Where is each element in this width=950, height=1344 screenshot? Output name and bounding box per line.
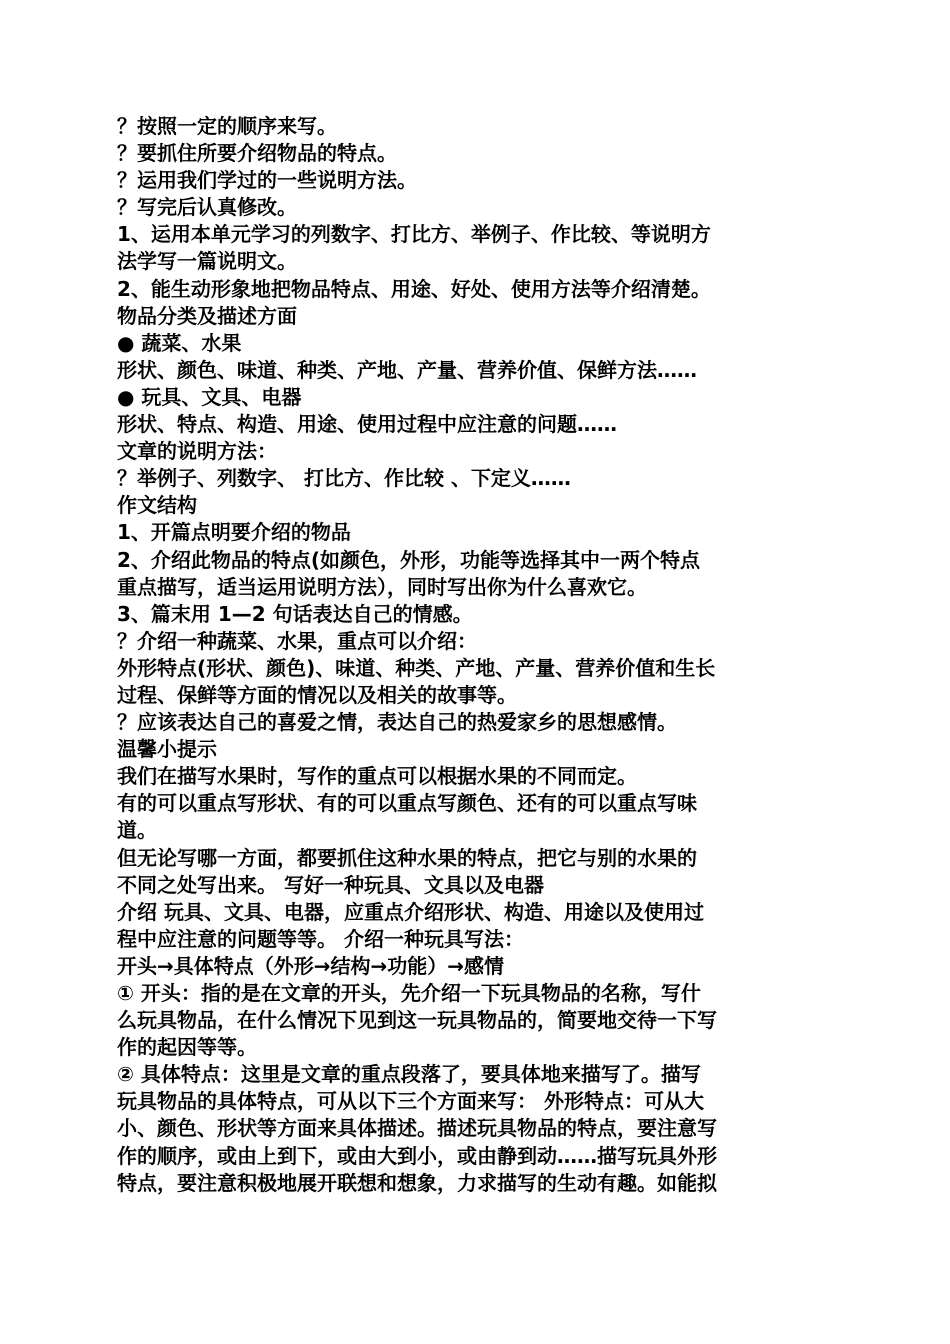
bullet-heading: ● 玩具、文具、电器 (117, 384, 302, 409)
text-line: 不同之处写出来。 写好一种玩具、文具以及电器 (117, 872, 544, 897)
text-line: ？按照一定的顺序来写。 (117, 114, 337, 138)
text-line: 2、介绍此物品的特点(如颜色，外形，功能等选择其中一两个特点 (117, 547, 701, 572)
text-line: 么玩具物品，在什么情况下见到这一玩具物品的，简要地交待一下写 (117, 1008, 717, 1033)
text-line: 1、运用本单元学习的列数字、打比方、举例子、作比较、等说明方 (117, 222, 711, 247)
text-line: 形状、颜色、味道、种类、产地、产量、营养价值、保鲜方法…… (117, 357, 697, 382)
section-heading: 物品分类及描述方面 (117, 303, 297, 328)
text-line: 作的顺序，或由上到下，或由大到小，或由静到动……描写玩具外形 (117, 1143, 717, 1168)
text-line: 3、篇末用 1—2 句话表达自己的情感。 (117, 601, 473, 626)
text-line: ？写完后认真修改。 (117, 195, 297, 220)
text-line: 1、开篇点明要介绍的物品 (117, 520, 351, 545)
text-line: 有的可以重点写形状、有的可以重点写颜色、还有的可以重点写味 (117, 791, 697, 816)
document-page (117, 113, 837, 1197)
section-heading: 文章的说明方法： (117, 439, 277, 464)
text-line: 作的起因等等。 (117, 1035, 257, 1060)
text-line: ？运用我们学过的一些说明方法。 (117, 168, 417, 193)
text-line: ① 开头：指的是在文章的开头，先介绍一下玩具物品的名称，写什 (117, 981, 701, 1005)
text-line: 特点，要注意积极地展开联想和想象，力求描写的生动有趣。如能拟 (117, 1170, 717, 1195)
text-line: 玩具物品的具体特点，可从以下三个方面来写： 外形特点：可从大 (117, 1089, 704, 1114)
bullet-heading: ● 蔬菜、水果 (117, 330, 242, 355)
text-line: 但无论写哪一方面，都要抓住这种水果的特点，把它与别的水果的 (117, 845, 697, 870)
text-line: ？应该表达自己的喜爱之情，表达自己的热爱家乡的思想感情。 (117, 710, 677, 735)
text-line: 程中应注意的问题等等。 介绍一种玩具写法： (117, 926, 524, 951)
text-line: ？举例子、列数字、 打比方、作比较 、下定义…… (117, 466, 571, 491)
text-line: 形状、特点、构造、用途、使用过程中应注意的问题…… (117, 412, 617, 437)
text-line: ② 具体特点：这里是文章的重点段落了，要具体地来描写了。描写 (117, 1062, 701, 1087)
text-line: 小、颜色、形状等方面来具体描述。描述玩具物品的特点，要注意写 (117, 1116, 717, 1141)
section-heading: 温馨小提示 (117, 737, 217, 762)
text-line: 重点描写，适当运用说明方法），同时写出你为什么喜欢它。 (117, 574, 647, 599)
text-line: ？要抓住所要介绍物品的特点。 (117, 141, 397, 166)
text-line: 我们在描写水果时，写作的重点可以根据水果的不同而定。 (117, 764, 637, 789)
text-line: 2、能生动形象地把物品特点、用途、好处、使用方法等介绍清楚。 (117, 276, 711, 301)
text-line: 法学写一篇说明文。 (117, 249, 297, 274)
text-line: 开头→具体特点（外形→结构→功能）→感情 (117, 953, 505, 978)
text-line: 道。 (117, 818, 157, 843)
text-line: 介绍 玩具、文具、电器，应重点介绍形状、构造、用途以及使用过 (117, 899, 704, 924)
section-heading: 作文结构 (117, 493, 197, 518)
text-line: 过程、保鲜等方面的情况以及相关的故事等。 (117, 682, 517, 707)
text-line: 外形特点(形状、颜色)、味道、种类、产地、产量、营养价值和生长 (117, 655, 716, 680)
text-line: ？介绍一种蔬菜、水果，重点可以介绍： (117, 628, 477, 653)
